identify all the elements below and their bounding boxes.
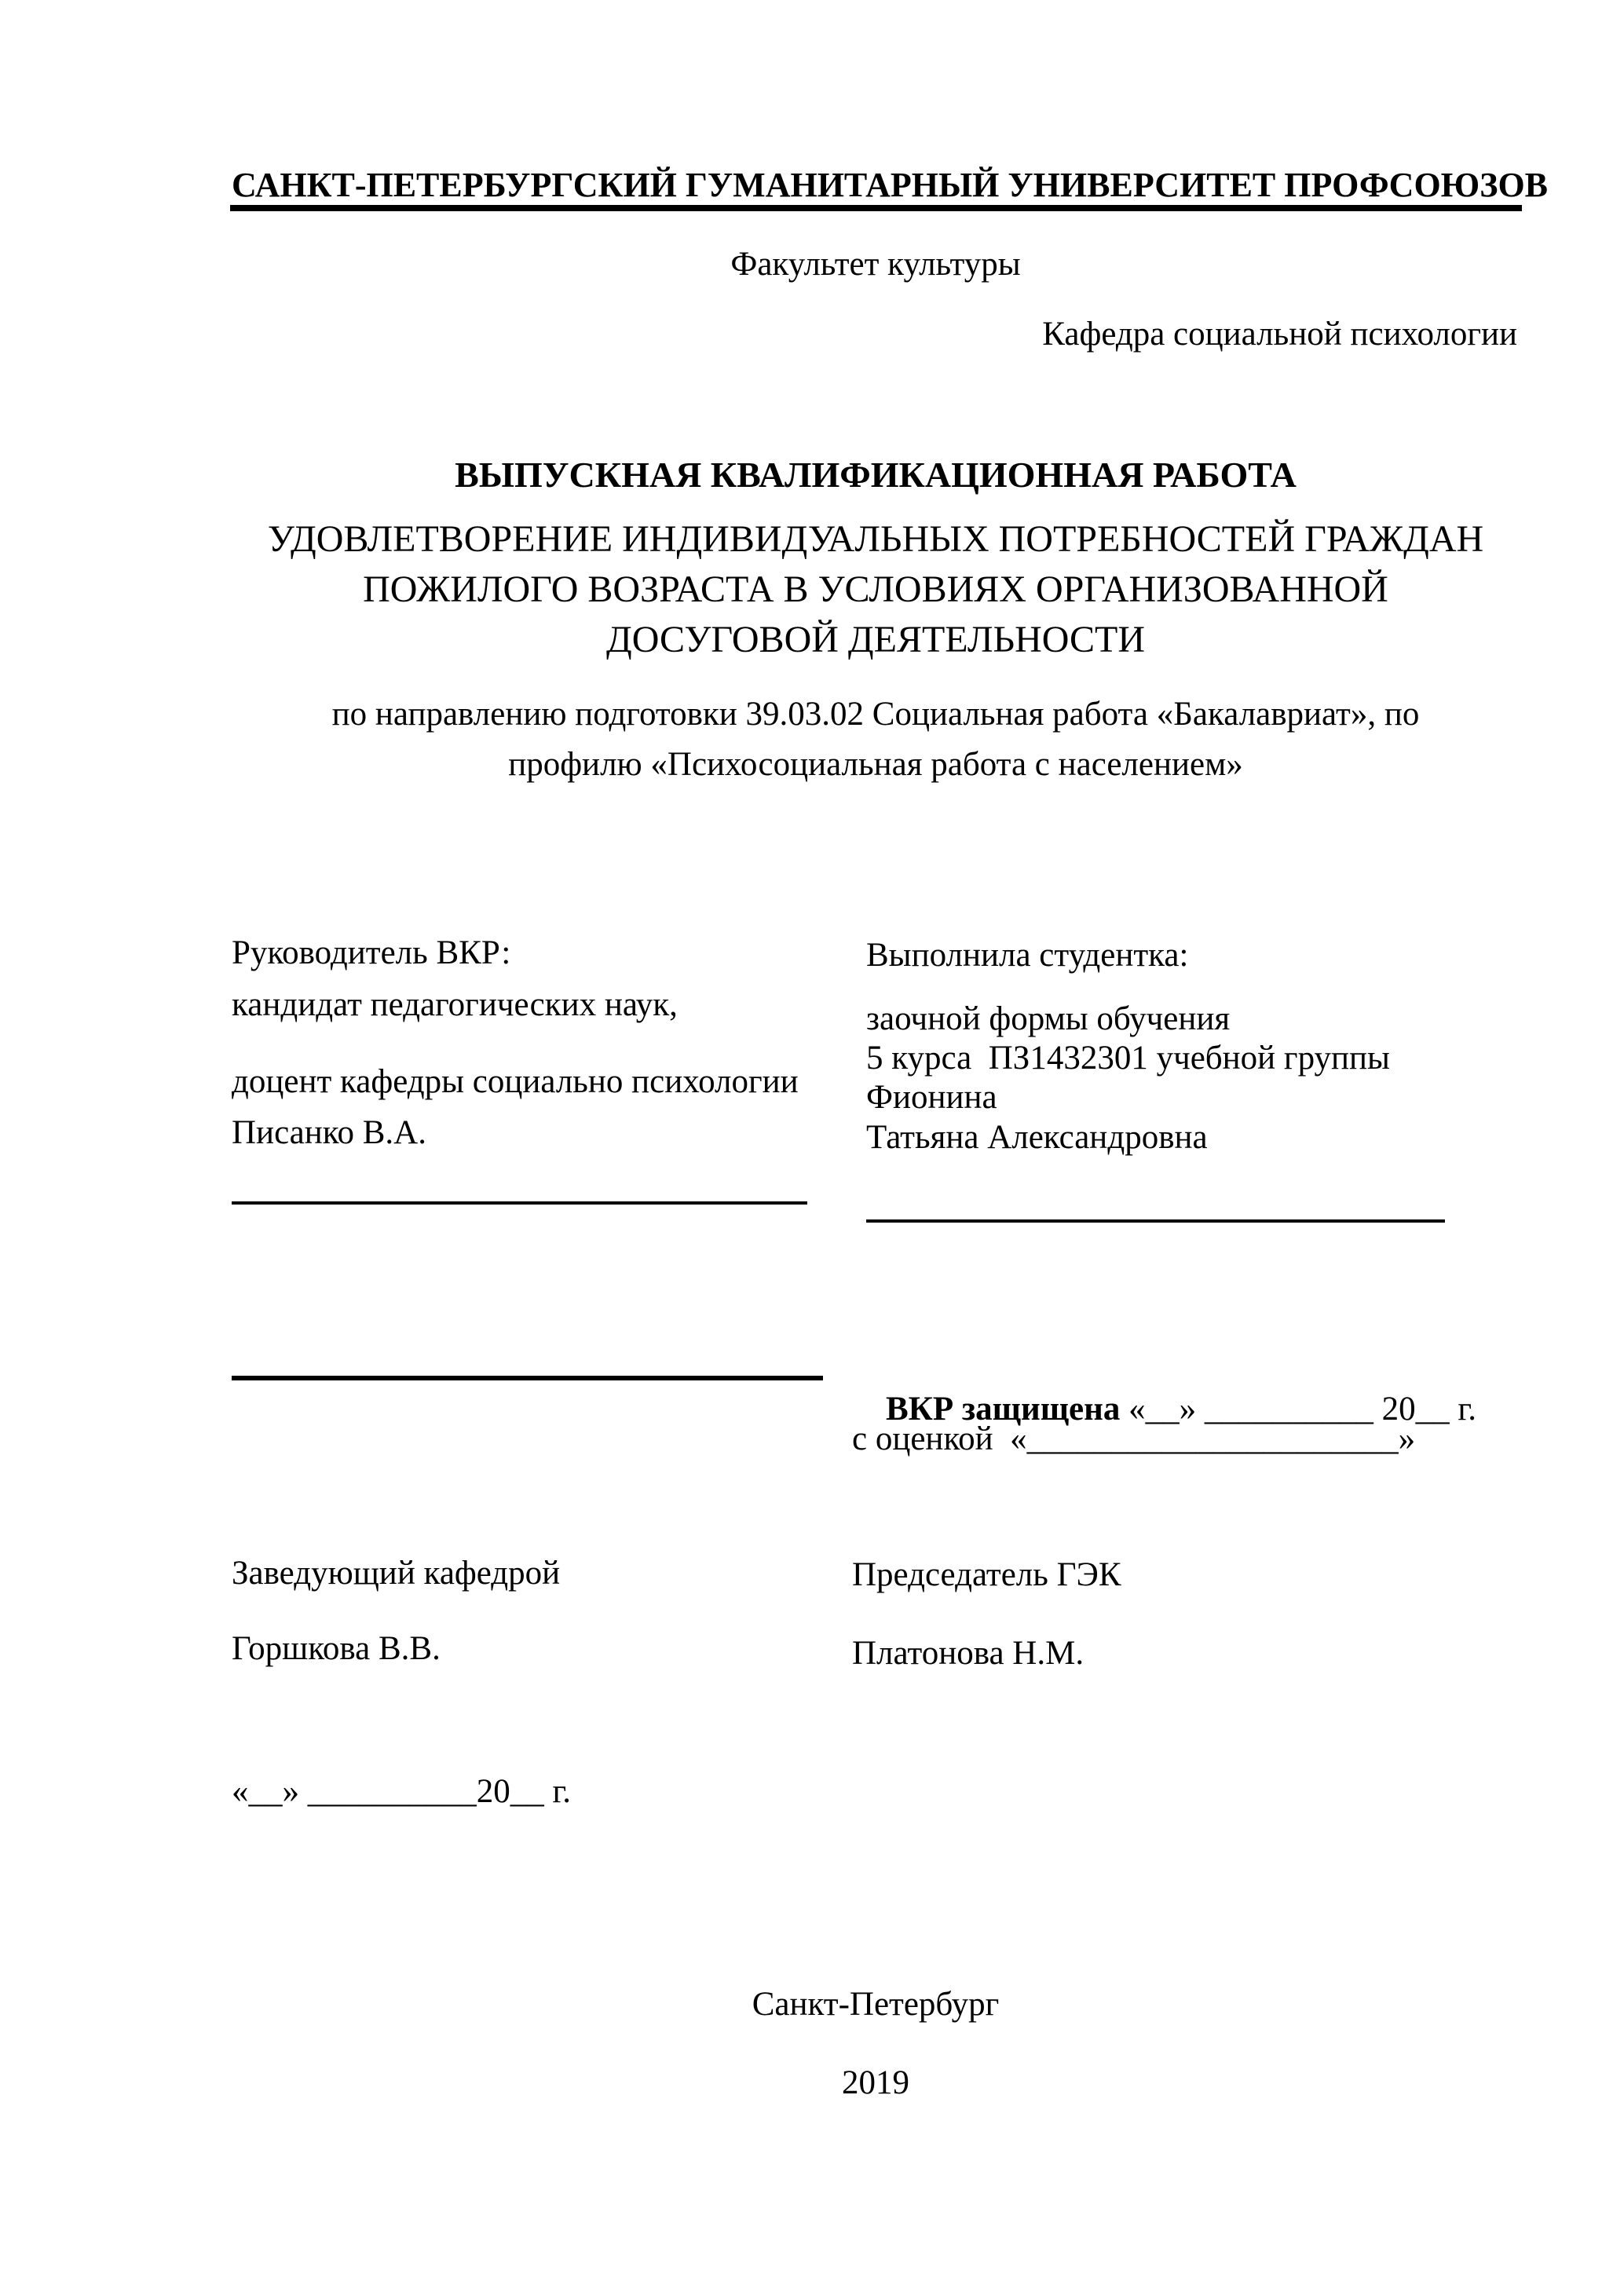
program-line: профилю «Психосоциальная работа с населением» [508,746,1243,783]
supervisor-position: доцент кафедры социально психологии [232,1063,799,1100]
defense-date-blank: «__» __________ 20__ г. [1128,1391,1476,1428]
student-info-line: заочной формы обучения [866,1000,1231,1037]
defense-signature-line [232,1376,823,1380]
head-of-department-label: Заведующий кафедрой [232,1555,561,1592]
program-line: по направлению подготовки 39.03.02 Социальная работа «Бакалавриат», по [331,696,1420,733]
supervisor-signature-line [232,1201,807,1205]
year: 2019 [842,2064,909,2101]
thesis-title-line: УДОВЛЕТВОРЕНИЕ ИНДИВИДУАЛЬНЫХ ПОТРЕБНОСТЕЙ ГРАЖДАН [267,518,1484,560]
grade-blank: с оценкой «______________________» [852,1420,1416,1457]
thesis-title-line: ПОЖИЛОГО ВОЗРАСТА В УСЛОВИЯХ ОРГАНИЗОВАННОЙ [363,569,1388,610]
faculty-name: Факультет культуры [730,246,1021,283]
approval-date-blank: «__» __________20__ г. [232,1773,572,1810]
student-info-line: 5 курса ПЗ1432301 учебной группы [866,1040,1390,1077]
program-info [232,689,1520,790]
supervisor-degree: кандидат педагогических наук, [232,986,678,1023]
student-info-line: Фионина [866,1079,997,1116]
defense-label: ВКР защищена [886,1391,1121,1428]
thesis-title-line: ДОСУГОВОЙ ДЕЯТЕЛЬНОСТИ [605,619,1146,660]
city-name: Санкт-Петербург [752,1986,1000,2023]
supervisor-label: Руководитель ВКР: [232,934,511,971]
head-of-department-name: Горшкова В.В. [232,1630,441,1667]
header-rule [230,205,1522,211]
university-name: САНКТ-ПЕТЕРБУРГСКИЙ ГУМАНИТАРНЫЙ УНИВЕРСИТЕТ ПРОФСОЮЗОВ [232,166,1549,204]
thesis-title [232,514,1520,665]
gek-chair-label: Председатель ГЭК [852,1556,1121,1593]
gek-chair-name: Платонова Н.М. [852,1635,1084,1672]
student-signature-line [866,1219,1445,1223]
work-type: ВЫПУСКНАЯ КВАЛИФИКАЦИОННАЯ РАБОТА [455,455,1297,495]
student-label: Выполнила студентка: [866,937,1189,974]
student-info-line: Татьяна Александровна [866,1119,1208,1156]
supervisor-name: Писанко В.А. [232,1114,426,1151]
department-name: Кафедра социальной психологии [1042,316,1517,353]
